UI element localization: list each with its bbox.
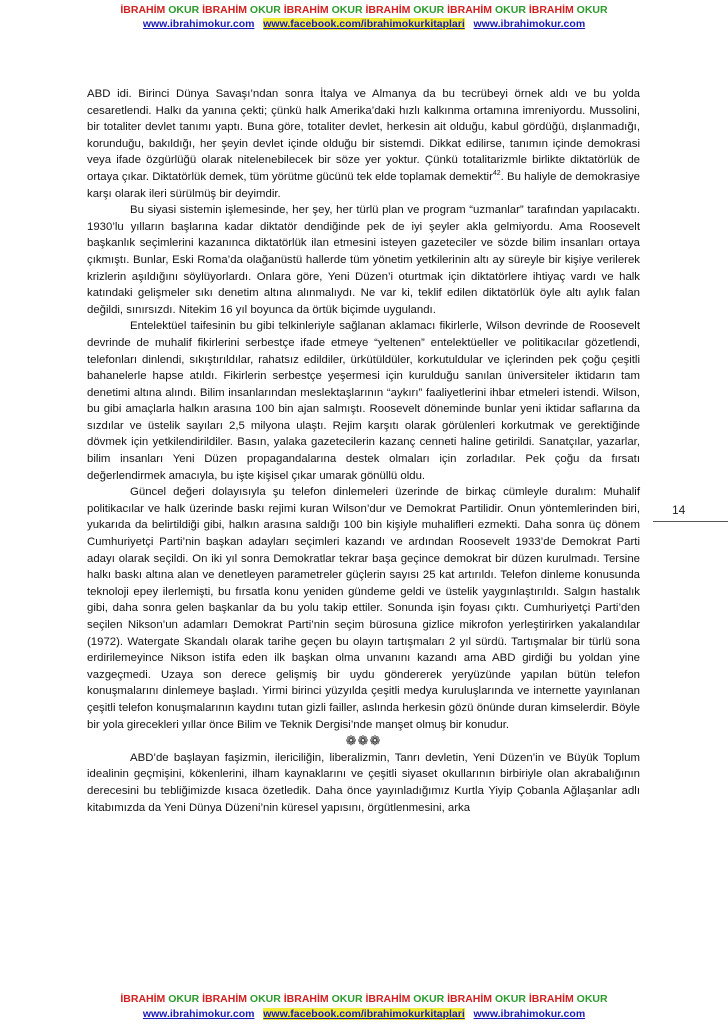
- brand-word: OKUR: [168, 993, 200, 1005]
- brand-word: OKUR: [249, 993, 281, 1005]
- brand-word: İBRAHİM: [365, 993, 411, 1005]
- brand-word: OKUR: [331, 993, 363, 1005]
- page-body: [87, 86, 640, 816]
- brand-word: OKUR: [168, 4, 200, 16]
- header-brand-line: [0, 4, 728, 16]
- brand-word: OKUR: [576, 993, 608, 1005]
- paragraph: ABD idi. Birinci Dünya Savaşı’ndan sonra İtalya ve Almanya da bu tecrübeyi örnek aldı ve bu yolda cesaretlendi. Halkı da yanına çekti; çünkü halk Amerika’daki hızlı kalkınma ortamına imreniyordu. Mussolini, bir totaliter devlet tanımı yaptı. Buna göre, totaliter devlet, herkesin ait olduğu, kabul gördüğü, dışlanmadığı, korunduğu, bakıldığı, her şeyin devlet içinde olduğu bir sistemdi. Dikkat edilirse, tanımın içinde demokrasi veya ifade özgürlüğü olarak nitelenebilecek bir söze yer yoktur. Çünkü totalitarizmle birlikte diktatörlük de ortaya çıkar. Diktatörlük demek, tüm yörütme gücünü tek elde toplamak demektir$^{42}$. Bu haliyle de demokrasiye karşı olarak ileri sürülmüş bir deyimdir.: [87, 88, 640, 200]
- brand-word: İBRAHİM: [283, 4, 329, 16]
- paragraph: ABD’de başlayan faşizmin, ilericiliğin, liberalizmin, Tanrı devletin, Yeni Düzen’in ve Büyük Toplum idealinin geçmişini, kökenlerini, ilham kaynaklarını ve çeşitli siyaset okullarının birbiriyle olan akrabalığının derecesini bu tebliğimizde kısaca özetledik. Daha önce yayınladığımız Kurtla Yiyip Çobanla Ağlaşanlar adlı kitabımızda da Yeni Dünya Düzeni’nin küresel yapısını, örgütlenmesini, arka: [87, 751, 640, 814]
- footnote-ref[interactable]: 42: [492, 170, 501, 178]
- page-number-rule: [653, 521, 728, 522]
- brand-word: İBRAHİM: [202, 4, 247, 16]
- section-separator-ornament: ❁❁❁: [345, 733, 382, 749]
- header-links: [0, 18, 728, 30]
- brand-word: OKUR: [494, 993, 526, 1005]
- facebook-link[interactable]: www.facebook.com/ibrahimokurkitaplari: [263, 1008, 465, 1020]
- paragraph: Entelektüel taifesinin bu gibi telkinleriyle sağlanan aklamacı fikirlerle, Wilson devrinde de Roosevelt devrinde de muhalif fikirlerini serbestçe ifade etmeye “yeltenen” entelektüeller ve politikacılar gözetlendi, telefonları dinlendi, sıkıştırıldılar, rahatsız edildiler, ürkütüldüler, korkutuldular ve içlerinden pek çoğu çeşitli bahanelerle hapse atıldı. Fikirlerin serbestçe yeşermesi için kurulduğu sanılan üniversiteler iktidarın tam denetimi altına alındı. Bilim insanlarından meslektaşlarının “aykırı” faaliyetlerini ihbar etmeleri istendi. Wilson, bu gibi amaçlarla halkın arasına 100 bin ajan salmıştı. Roosevelt döneminde bunlar yeni iktidar saflarına da sızdılar ve üstelik sayıları 2,5 milyona ulaştı. Rejim karşıtı olarak görülenleri korkutmak ve gerektiğinde dövmek için yetkilendirildiler. Basın, yalaka gazetecilerin kazanç cenneti haline getirildi. Sanatçılar, yazarlar, bilim insanları Yeni Düzen propagandalarına destek olmaları için zorladılar. Pek çoğu da fırsatı değerlendirmek amacıyla, bu işte kişisel çıkar umarak gönüllü oldu.: [87, 320, 640, 482]
- brand-word: İBRAHİM: [447, 993, 493, 1005]
- paragraph: Güncel değeri dolayısıyla şu telefon dinlemeleri üzerinde de birkaç cümleyle duralım: Muhalif politikacılar ve halk üzerinde baskı rejimi kuran Wilson’dur ve Demokrat Partilidir. Onun yöntemlerinden biri, yukarıda da belirtildiği gibi, halkın arasına saldığı 100 bin kişiyle muhalifleri ezmekti. Daha sonra üç dönem Cumhuriyetçi Parti’nin başkan adayları seçimleri kazandı ve ardından Roosevelt 1933’de Demokrat Parti adayı olarak seçildi. On iki yıl sonra Demokratlar tekrar başa geçince demokrat bir düzen kurulmadı. Tersine halkı baskı altına alan ve denetleyen parametreler güçlerin sayısı 25 kat artırıldı. Telefon dinleme konusunda teknoloji epey ilerlemişti, bu fırsatla konu yeniden gündeme geldi ve üstelik yaygınlaştırıldı. Salgın hastalık gibi, daha sonra gelen başkanlar da bu yolu takip ettiler. Sonunda işin foyası çıktı. Cumhuriyetçi Parti’den seçilen Nikson’un adamları Demokrat Parti’nin seçim bürosuna gizlice mikrofon yerleştirirken yakalandılar (1972). Watergate Skandalı olarak tarihe geçen bu olayın tartışmaları 2 yıl sürdü. Tartışmalar bir türlü sona erdirilemeyince Nikson istifa eden ilk başkan olma unvanını kazandı ama ABD girdiği bu yoldan yine vazgeçmedi. Uzaya son derece gelişmiş bir uydu göndererek yeryüzünde yapılan bütün telefon konuşmalarını dinlemeye başladı. Yirmi birinci yüzyılda çeşitli medya kuruluşlarında ve internette yayınlanan çeşitli telefon konuşmalarının kaydını tutan gizli failler, aslında herkesin gözü önünde duran kimselerdir. Böyle bir yola girecekleri yıllar önce Bilim ve Teknik Dergisi’nde manşet olmuş bir konudur.: [87, 486, 640, 731]
- website-link[interactable]: www.ibrahimokur.com: [473, 18, 586, 30]
- brand-word: İBRAHİM: [120, 4, 166, 16]
- brand-word: İBRAHİM: [447, 4, 493, 16]
- brand-word: İBRAHİM: [202, 993, 247, 1005]
- brand-word: İBRAHİM: [283, 993, 329, 1005]
- paragraph: Bu siyasi sistemin işlemesinde, her şey, her türlü plan ve program “uzmanlar” tarafından yapılacaktı. 1930’lu yılların başlarına kadar diktatör dendiğinde pek de iyi şeyler akla gelmiyordu. Ama Roosevelt başkanlık seçimlerini kazanınca diktatörlük ilan etmesini isteyen gazeteciler ve sözde bilim insanları ortaya çıkmıştı. Bunlar, Eski Roma’da olağanüstü hallerde tüm yönetim yetkilerinin altı ay süreyle bir kişiye verilerek krizlerin aşıldığını söylüyorlardı. Onlara göre, Yeni Düzen’i oturtmak için diktatörlere ihtiyaç vardı ve halk katındaki gelişmeler sıkı denetim altına alınmalıydı. Ne var ki, teklif edilen diktatörlük öyle altı aylık falan değildi, sınırsızdı. Nitekim 16 yıl boyunca da örtük biçimde uygulandı.: [87, 204, 640, 316]
- page-number: 14: [672, 503, 686, 517]
- website-link[interactable]: www.ibrahimokur.com: [142, 1008, 255, 1020]
- brand-word: OKUR: [494, 4, 526, 16]
- website-link[interactable]: www.ibrahimokur.com: [142, 18, 255, 30]
- facebook-link[interactable]: www.facebook.com/ibrahimokurkitaplari: [263, 18, 465, 30]
- footer-links: [0, 1008, 728, 1020]
- brand-word: İBRAHİM: [365, 4, 411, 16]
- brand-word: OKUR: [249, 4, 281, 16]
- brand-word: OKUR: [331, 4, 363, 16]
- brand-word: İBRAHİM: [528, 993, 574, 1005]
- footer-brand-line: [0, 993, 728, 1005]
- brand-word: İBRAHİM: [528, 4, 574, 16]
- website-link[interactable]: www.ibrahimokur.com: [473, 1008, 586, 1020]
- brand-word: OKUR: [576, 4, 608, 16]
- brand-word: OKUR: [413, 4, 445, 16]
- brand-word: OKUR: [413, 993, 445, 1005]
- brand-word: İBRAHİM: [120, 993, 166, 1005]
